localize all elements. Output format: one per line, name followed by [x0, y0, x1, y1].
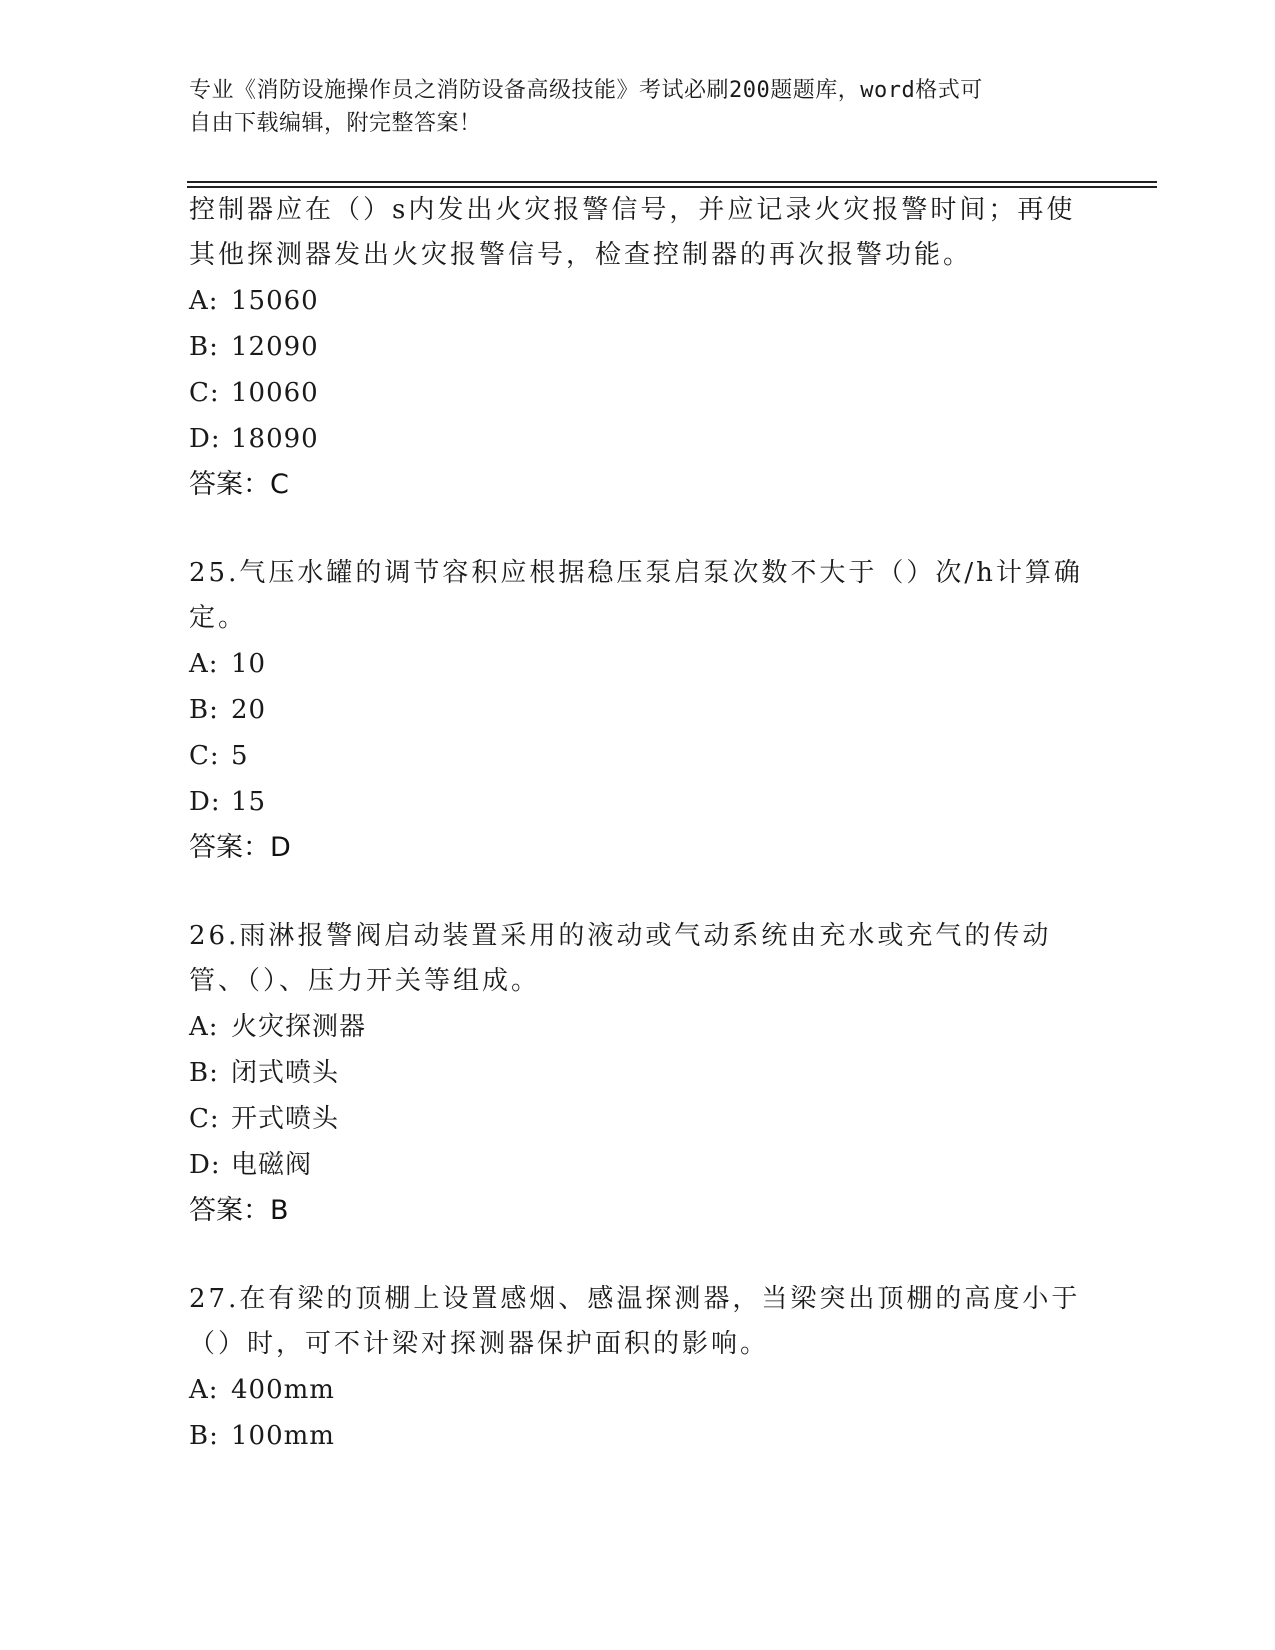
option-c	[189, 733, 1089, 779]
option-letter: B:	[189, 332, 219, 362]
option-b	[189, 687, 1089, 733]
header-line-2: 自由下载编辑，附完整答案！	[189, 111, 482, 136]
question-block	[189, 914, 1089, 1234]
option-c	[189, 370, 1089, 416]
option-d	[189, 1142, 1089, 1188]
option-text: 火灾探测器	[231, 1012, 367, 1042]
option-text: 电磁阀	[231, 1150, 313, 1180]
question-text: 26.雨淋报警阀启动装置采用的液动或气动系统由充水或充气的传动管、（）、压力开关等组成。	[189, 921, 1052, 996]
option-b	[189, 324, 1089, 370]
option-letter: A:	[189, 649, 219, 679]
option-d	[189, 416, 1089, 462]
option-text: 10	[231, 649, 267, 679]
question-list	[189, 188, 1089, 1459]
option-letter: D:	[189, 1150, 221, 1180]
question-text: 控制器应在（）s内发出火灾报警信号，并应记录火灾报警时间；再使其他探测器发出火灾报警信号，检查控制器的再次报警功能。	[189, 195, 1076, 270]
option-text: 100mm	[231, 1421, 335, 1451]
option-a	[189, 1367, 1089, 1413]
option-b	[189, 1413, 1089, 1459]
answer-line: 答案：C	[189, 469, 289, 500]
header-divider-top	[187, 181, 1157, 183]
option-letter: C:	[189, 741, 220, 771]
option-a	[189, 1004, 1089, 1050]
option-text: 12090	[231, 332, 319, 362]
option-a	[189, 641, 1089, 687]
option-letter: D:	[189, 424, 221, 454]
option-text: 15	[231, 787, 267, 817]
option-a	[189, 278, 1089, 324]
question-block	[189, 551, 1089, 871]
question-text: 27.在有梁的顶棚上设置感烟、感温探测器，当梁突出顶棚的高度小于（）时，可不计梁对探测器保护面积的影响。	[189, 1284, 1081, 1359]
option-letter: B:	[189, 695, 219, 725]
option-letter: B:	[189, 1421, 219, 1451]
option-text: 5	[231, 741, 249, 771]
option-c	[189, 1096, 1089, 1142]
option-d	[189, 779, 1089, 825]
option-text: 20	[231, 695, 267, 725]
question-block	[189, 1277, 1089, 1459]
option-b	[189, 1050, 1089, 1096]
option-text: 闭式喷头	[231, 1058, 340, 1088]
option-letter: B:	[189, 1058, 219, 1088]
answer-line: 答案：B	[189, 1195, 289, 1226]
option-letter: A:	[189, 1375, 219, 1405]
document-header	[189, 74, 1089, 140]
option-text: 15060	[231, 286, 319, 316]
option-letter: C:	[189, 1104, 220, 1134]
answer-line: 答案：D	[189, 832, 291, 863]
option-letter: C:	[189, 378, 220, 408]
question-block	[189, 188, 1089, 508]
option-letter: A:	[189, 1012, 219, 1042]
option-text: 开式喷头	[231, 1104, 340, 1134]
option-letter: D:	[189, 787, 221, 817]
question-text: 25.气压水罐的调节容积应根据稳压泵启泵次数不大于（）次/h计算确定。	[189, 558, 1083, 633]
option-letter: A:	[189, 286, 219, 316]
option-text: 10060	[231, 378, 319, 408]
option-text: 400mm	[231, 1375, 335, 1405]
header-line-1: 专业《消防设施操作员之消防设备高级技能》考试必刷200题题库，word格式可	[189, 78, 983, 103]
option-text: 18090	[231, 424, 319, 454]
